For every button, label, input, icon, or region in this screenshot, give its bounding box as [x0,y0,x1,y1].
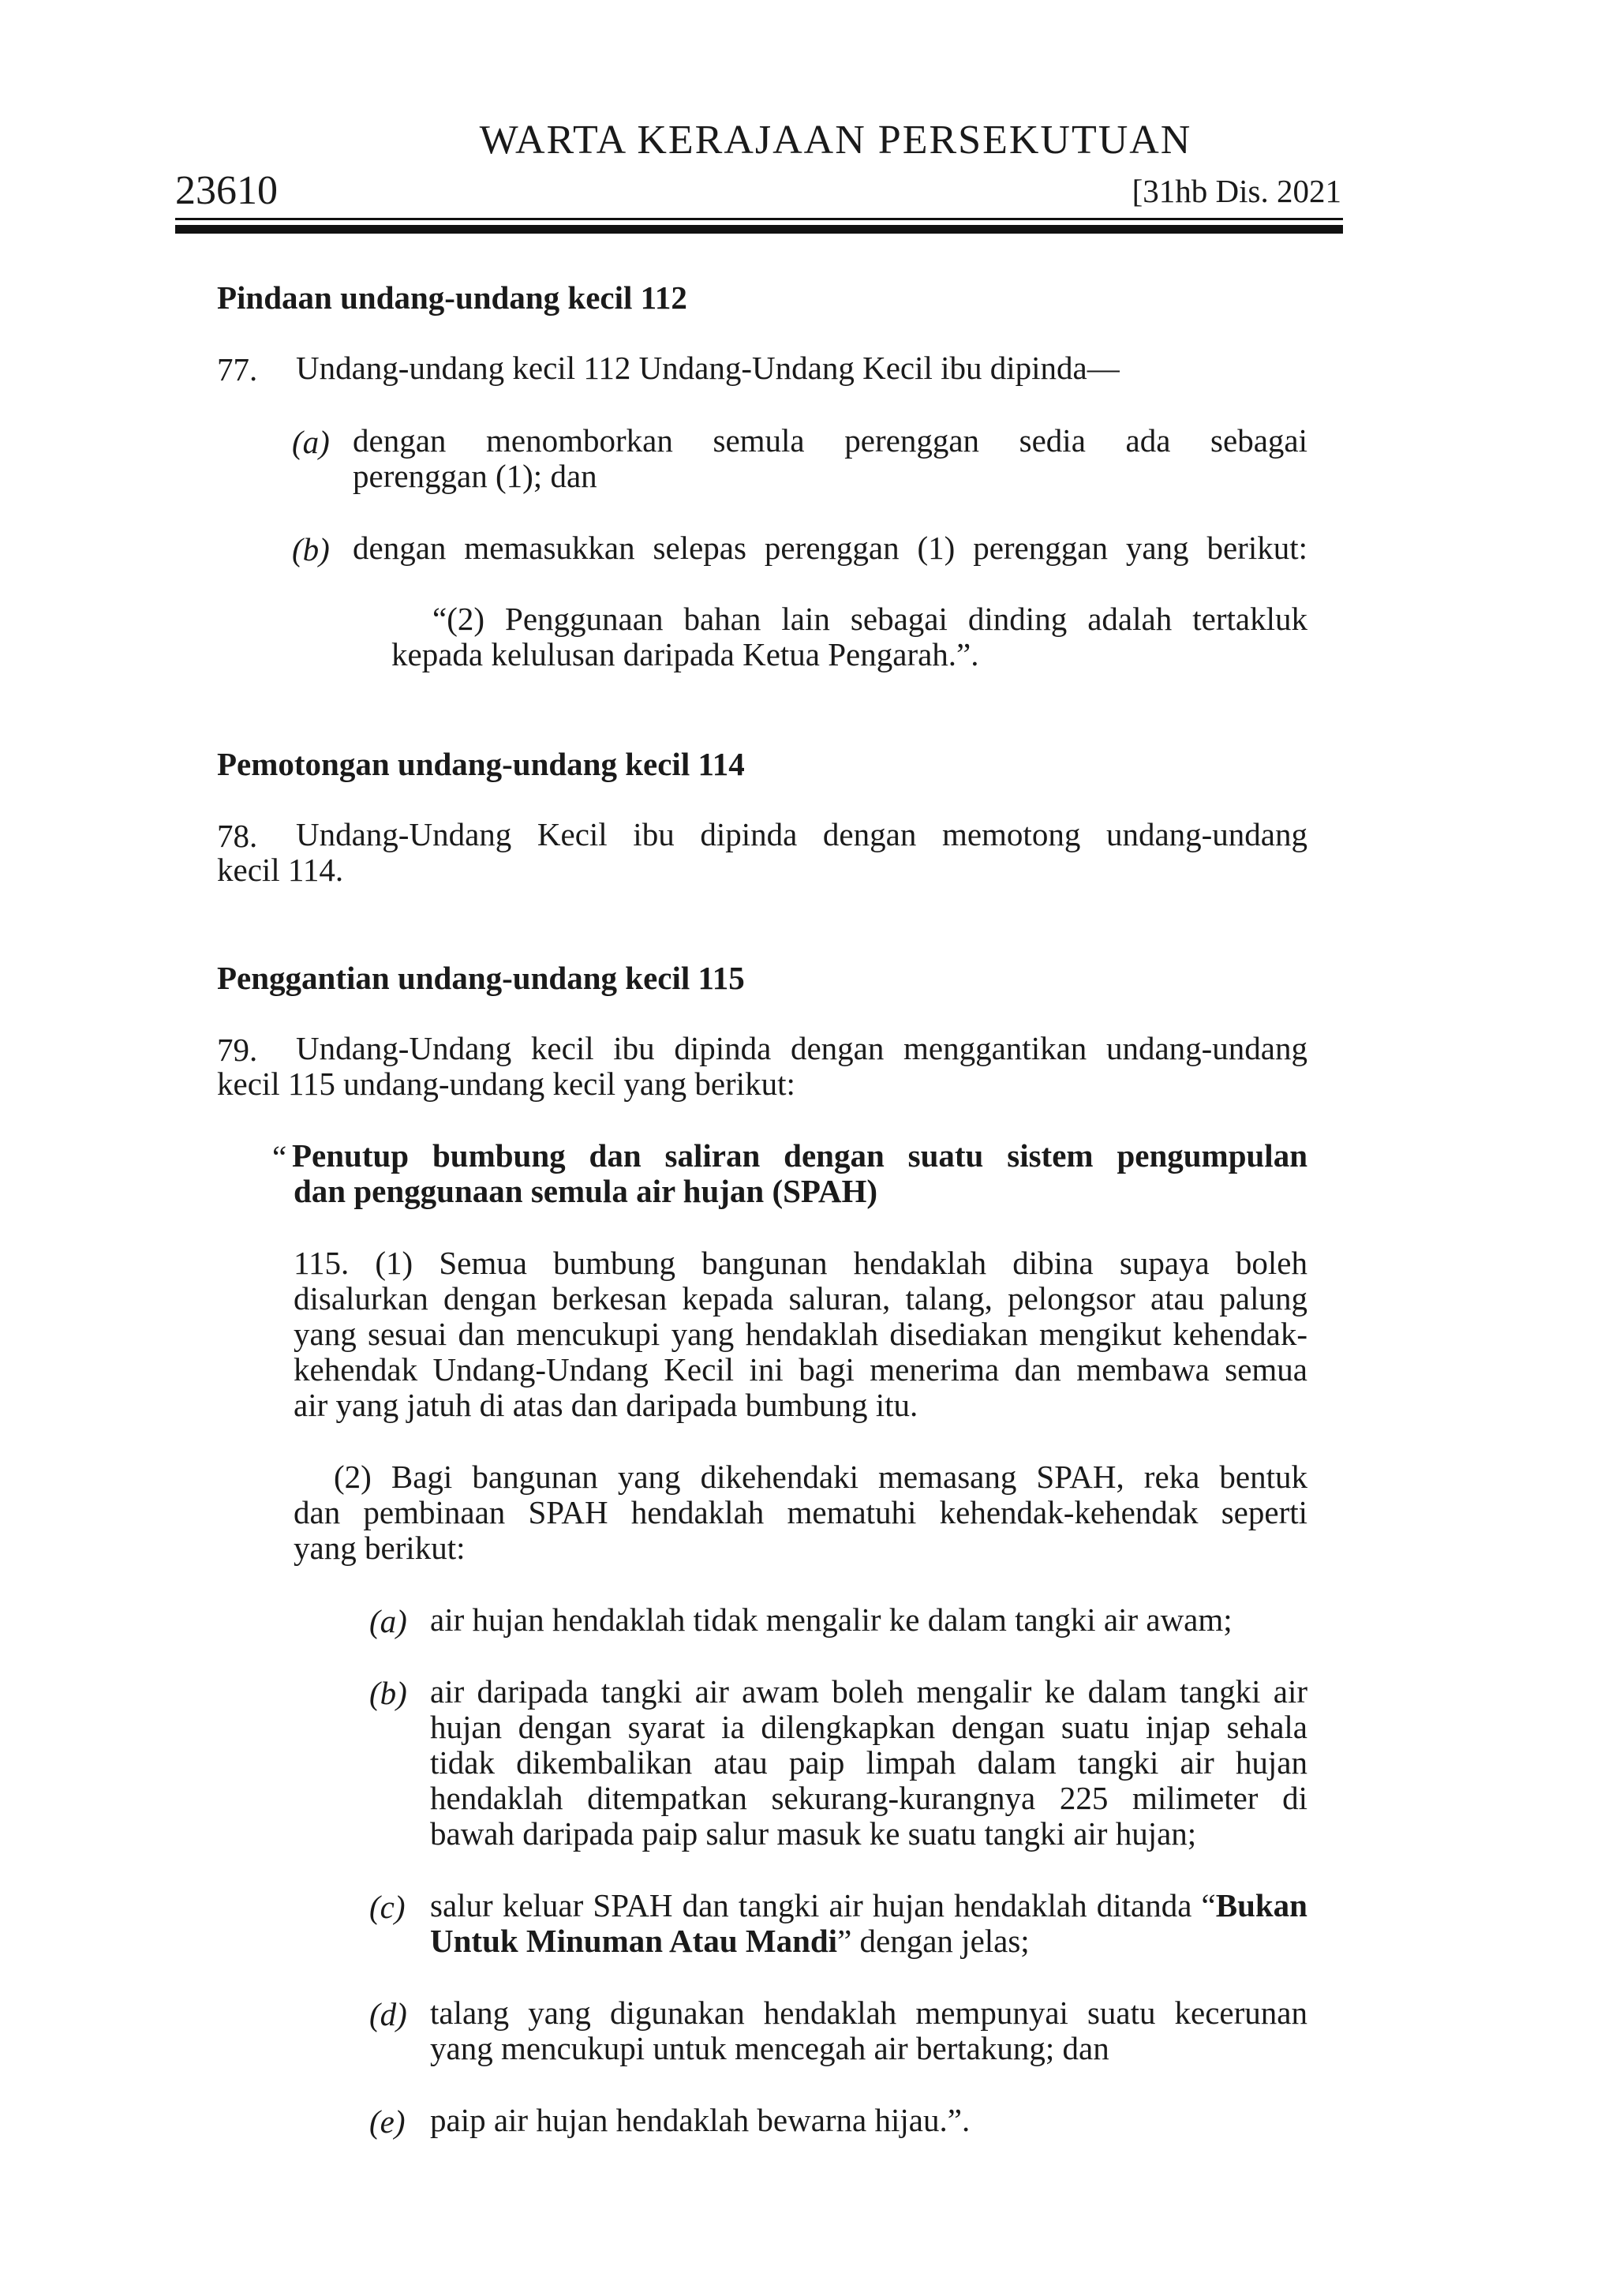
section-79-line2: kecil 115 undang-undang kecil yang berikut: [217,1066,795,1102]
bylaw-115-heading-line2: dan penggunaan semula air hujan (SPAH) [294,1173,878,1209]
bylaw-item-b-marker: (b) [369,1675,407,1711]
section-77-item-a-marker: (a) [292,424,330,460]
section-78-number: 78. [217,818,258,854]
section-77-quote-line2: kepada kelulusan daripada Ketua Pengarah.”. [391,636,979,672]
bylaw-item-e-line1: paip air hujan hendaklah bewarna hijau.”. [430,2102,971,2138]
header-rule-thin [175,218,1343,220]
section-79-number: 79. [217,1032,258,1068]
bylaw-115-p2-line2: dan pembinaan SPAH hendaklah mematuhi kehendak-kehendak seperti [294,1494,1307,1530]
bylaw-115-p1-line5: air yang jatuh di atas dan daripada bumbung itu. [294,1387,918,1423]
bylaw-item-b-line1: air daripada tangki air awam boleh mengalir ke dalam tangki air [430,1673,1307,1710]
section-79-line1: Undang-Undang kecil ibu dipinda dengan menggantikan undang-undang [296,1030,1307,1066]
section-77-quote-line1: “(2) Penggunaan bahan lain sebagai dinding adalah tertakluk [432,601,1307,637]
bylaw-item-a-line1: air hujan hendaklah tidak mengalir ke dalam tangki air awam; [430,1601,1233,1638]
bylaw-item-d-marker: (d) [369,1996,407,2032]
bylaw-item-c-line1 [430,1888,1307,1923]
bylaw-115-p2-line1: (2) Bagi bangunan yang dikehendaki memasang SPAH, reka bentuk [334,1459,1307,1495]
bylaw-item-c-line2-text: ” dengan jelas; [837,1923,1030,1959]
bylaw-item-b-line5: bawah daripada paip salur masuk ke suatu tangki air hujan; [430,1815,1197,1852]
header-rule-thick [175,225,1343,234]
section-77-item-a-line2: perenggan (1); dan [353,458,597,494]
bylaw-item-d-line1: talang yang digunakan hendaklah mempunyai suatu kecerunan [430,1994,1307,2031]
bylaw-item-c-line1-bold: Bukan [1215,1887,1307,1923]
bylaw-115-p1-line3: yang sesuai dan mencukupi yang hendaklah disediakan mengikut kehendak- [294,1316,1307,1352]
bylaw-115-p2-line3: yang berikut: [294,1530,466,1566]
bylaw-115-heading-line1: Penutup bumbung dan saliran dengan suatu sistem pengumpulan [292,1137,1307,1174]
bylaw-item-c-line1-text: salur keluar SPAH dan tangki air hujan hendaklah ditanda “ [430,1887,1216,1923]
section-77-item-a-line1: dengan menomborkan semula perenggan sedia ada sebagai [353,422,1307,459]
section-79-heading: Penggantian undang-undang kecil 115 [217,960,745,996]
bylaw-item-b-line2: hujan dengan syarat ia dilengkapkan dengan suatu injap sehala [430,1709,1307,1745]
section-77-item-b-line1: dengan memasukkan selepas perenggan (1) perenggan yang berikut: [353,530,1307,566]
section-77-number: 77. [217,351,258,388]
gazette-title-text: WARTA KERAJAAN PERSEKUTUAN [479,118,1192,163]
bylaw-item-c-marker: (c) [369,1889,406,1925]
bylaw-115-p1-line1: 115. (1) Semua bumbung bangunan hendaklah dibina supaya boleh [294,1245,1307,1281]
bylaw-item-b-line3: tidak dikembalikan atau paip limpah dalam tangki air hujan [430,1744,1307,1781]
bylaw-item-c-line2 [430,1923,1030,1959]
sub-heading-open-quote: “ [272,1139,287,1175]
bylaw-115-p1-line2: disalurkan dengan berkesan kepada saluran, talang, pelongsor atau palung [294,1280,1307,1317]
section-77-item-b-marker: (b) [292,531,330,567]
bylaw-item-e-marker: (e) [369,2103,406,2140]
bylaw-item-c-line2-bold: Untuk Minuman Atau Mandi [430,1923,838,1959]
bylaw-115-p1-line4: kehendak Undang-Undang Kecil ini bagi menerima dan membawa semua [294,1351,1307,1388]
gazette-title [0,117,1616,163]
bylaw-item-b-line4: hendaklah ditempatkan sekurang-kurangnya 225 milimeter di [430,1780,1307,1816]
section-78-line1: Undang-Undang Kecil ibu dipinda dengan memotong undang-undang [296,816,1307,852]
bylaw-item-a-marker: (a) [369,1603,407,1639]
gazette-date: [31hb Dis. 2021 [1132,173,1341,209]
bylaw-item-d-line2: yang mencukupi untuk mencegah air bertakung; dan [430,2030,1109,2066]
section-78-heading: Pemotongan undang-undang kecil 114 [217,746,745,782]
section-77-intro: Undang-undang kecil 112 Undang-Undang Kecil ibu dipinda— [296,350,1120,386]
page-number: 23610 [175,168,278,213]
section-78-line2: kecil 114. [217,852,344,888]
section-77-heading: Pindaan undang-undang kecil 112 [217,279,687,316]
